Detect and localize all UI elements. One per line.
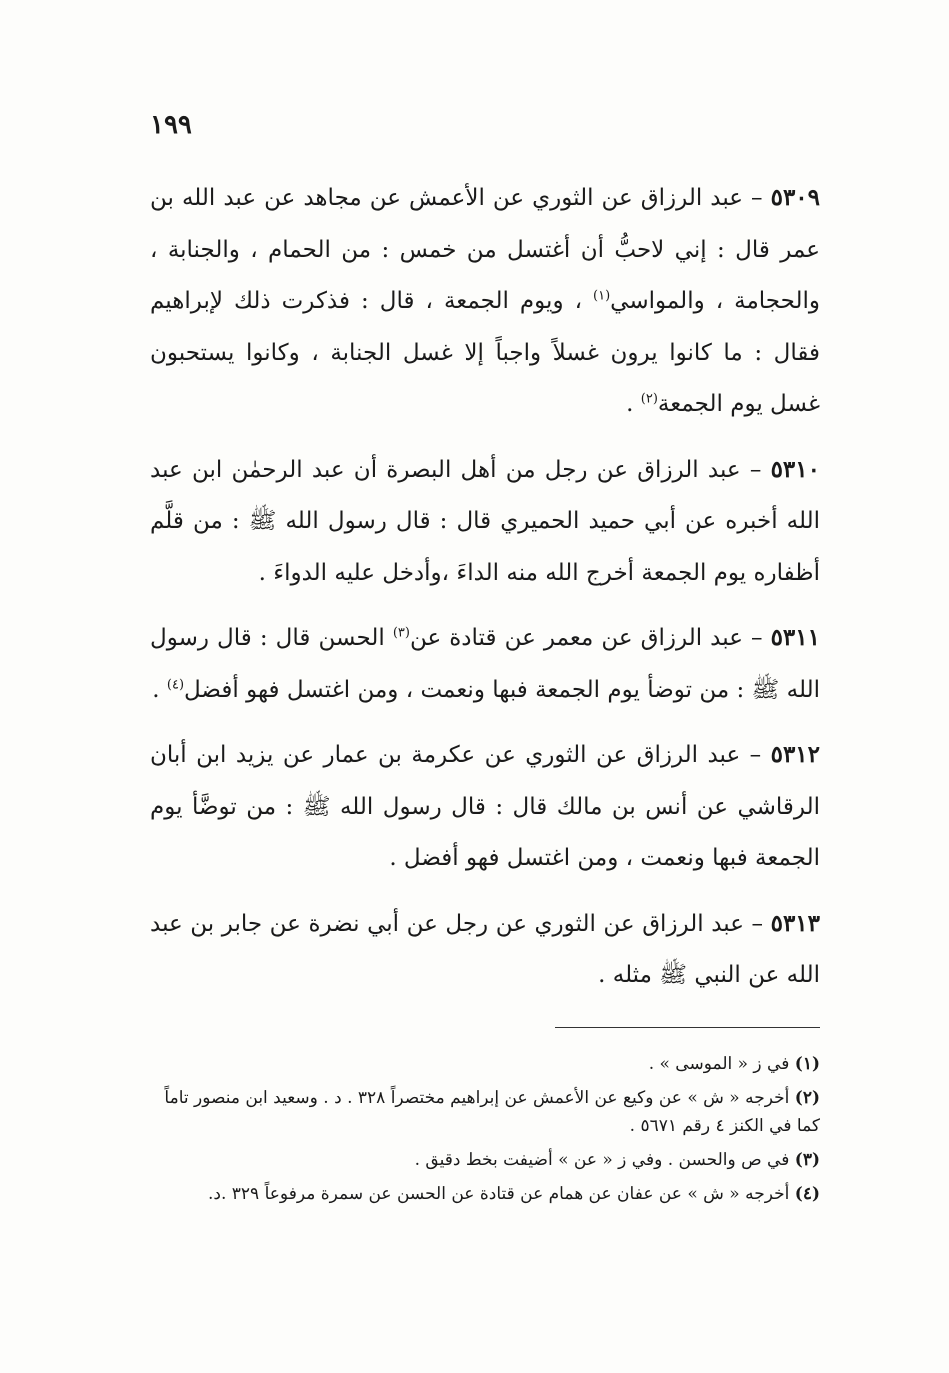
footnote-3 xyxy=(150,1146,820,1174)
footnote-2 xyxy=(150,1084,820,1140)
footnote-number: (٤) xyxy=(794,1184,820,1204)
hadith-text: – عبد الرزاق عن رجل من أهل البصرة أن عبد الرحمٰن ابن عبد الله أخبره عن أبي حميد الحميري قال : قال رسول الله ﷺ : من قلَّم أظفاره يوم الجمعة أخرج الله منه الداءَ ،وأدخل عليه الدواءَ . xyxy=(150,456,820,586)
footnote-divider xyxy=(555,1027,820,1028)
footnote-ref: (٤) xyxy=(166,676,185,692)
hadith-text: الحسن قال : قال رسول الله ﷺ : من توضأ يوم الجمعة فبها ونعمت ، ومن اغتسل فهو أفضل xyxy=(150,625,820,703)
footnote-number: (٢) xyxy=(794,1088,820,1108)
hadith-text: – عبد الرزاق عن الثوري عن الأعمش عن مجاهد عن عبد الله بن عمر قال : إني لاحبُّ أن أغتسل من خمس : من الحمام ، والجنابة ، والحجامة ، والمواسي xyxy=(150,185,820,314)
hadith-number: ٥٣١٣ xyxy=(770,909,821,937)
hadith-text: . xyxy=(626,391,641,417)
hadith-number: ٥٣١٢ xyxy=(770,741,821,768)
footnote-text: في ز « الموسى » . xyxy=(648,1054,790,1074)
hadith-number: ٥٣٠٩ xyxy=(770,184,821,211)
hadith-number: ٥٣١١ xyxy=(770,624,820,651)
hadith-5312 xyxy=(150,729,820,885)
hadith-text: . xyxy=(152,676,167,703)
page-number: ١٩٩ xyxy=(150,110,192,140)
hadith-5311 xyxy=(150,612,820,716)
hadith-number: ٥٣١٠ xyxy=(770,455,820,483)
hadith-text: – عبد الرزاق عن الثوري عن رجل عن أبي نضرة عن جابر بن عبد الله عن النبي ﷺ مثله . xyxy=(150,910,820,988)
footnote-number: (٣) xyxy=(794,1150,820,1170)
footnote-text: في ص والحسن . وفي ز « عن » أضيفت بخط دقيق . xyxy=(414,1150,790,1170)
footnote-text: أخرجه « ش » عن عفان عن همام عن قتادة عن الحسن عن سمرة مرفوعاً ٣٢٩ .د. xyxy=(208,1184,790,1204)
footnote-ref: (٢) xyxy=(640,391,658,407)
hadith-5310 xyxy=(150,444,820,600)
main-text xyxy=(150,172,820,1015)
footnote-1 xyxy=(150,1050,820,1078)
hadith-text: ، ويوم الجمعة ، قال : فذكرت ذلك لإبراهيم فقال : ما كانوا يرون غسلاً واجباً إلا غسل الجنابة ، وكانوا يستحبون غسل يوم الجمعة xyxy=(150,288,820,417)
hadith-5309 xyxy=(150,172,820,431)
footnote-4 xyxy=(150,1180,820,1208)
footnote-ref: (١) xyxy=(593,288,611,304)
hadith-text: – عبد الرزاق عن معمر عن قتادة عن xyxy=(409,625,763,651)
footnote-ref: (٣) xyxy=(392,625,410,641)
hadith-text: – عبد الرزاق عن الثوري عن عكرمة بن عمار عن يزيد ابن أبان الرقاشي عن أنس بن مالك قال : قال رسول الله ﷺ : من توضَّأ يوم الجمعة فبها ونعمت ، ومن اغتسل فهو أفضل . xyxy=(150,742,820,871)
hadith-5313 xyxy=(150,898,820,1002)
footnotes xyxy=(150,1050,820,1214)
footnote-number: (١) xyxy=(794,1054,820,1074)
footnote-text: أخرجه « ش » عن وكيع عن الأعمش عن إبراهيم مختصراً ٣٢٨ . د . وسعيد ابن منصور تاماً كما في الكنز ٤ رقم ٥٦٧١ . xyxy=(164,1088,820,1136)
